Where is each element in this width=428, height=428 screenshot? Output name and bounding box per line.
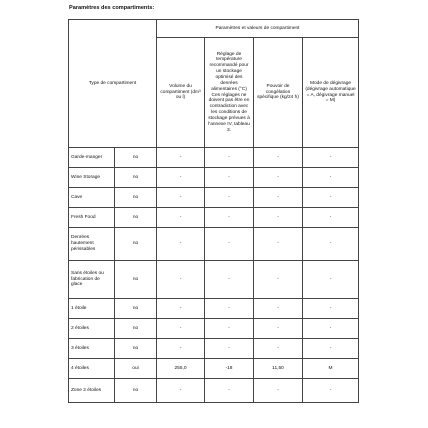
defrost-mode-value: -	[303, 168, 359, 188]
temperature-column-header: Réglage de température recommandé pour un stockage optimisé des denrées alimentaires (°C) Ces réglages ne doivent pas être en contradiction avec les conditions de stockage prévues à l'annexe IV, tableau 3.	[205, 38, 254, 148]
volume-value: -	[157, 339, 205, 359]
defrost-mode-column-header: Mode de dégivrage (dégivrage automatique = A, dégivrage manuel = M)	[303, 38, 359, 148]
temperature-value: -	[205, 228, 254, 261]
present-flag: no	[115, 379, 157, 403]
present-flag: no	[115, 228, 157, 261]
table-row	[69, 168, 359, 188]
temperature-value: -	[205, 379, 254, 403]
defrost-mode-value: M	[303, 359, 359, 379]
temperature-value: -	[205, 299, 254, 319]
compartment-parameters-table	[68, 19, 359, 403]
freezing-capacity-value: -	[254, 339, 303, 359]
compartment-name: Denrées hautement périssables	[69, 228, 115, 261]
volume-value: -	[157, 148, 205, 168]
defrost-mode-value: -	[303, 188, 359, 208]
compartment-name: Garde-manger	[69, 148, 115, 168]
present-flag: no	[115, 261, 157, 299]
defrost-mode-value: -	[303, 261, 359, 299]
defrost-mode-value: -	[303, 148, 359, 168]
freezing-capacity-value: -	[254, 319, 303, 339]
temperature-value: -	[205, 168, 254, 188]
temperature-value: -	[205, 208, 254, 228]
present-flag: no	[115, 168, 157, 188]
table-row	[69, 208, 359, 228]
volume-value: -	[157, 228, 205, 261]
temperature-value: -18	[205, 359, 254, 379]
compartment-name: Wine Storage	[69, 168, 115, 188]
freezing-capacity-value: 11,50	[254, 359, 303, 379]
compartment-type-header: Type de compartiment	[69, 20, 157, 148]
volume-column-header: Volume du compartiment (dm³ ou l)	[157, 38, 205, 148]
table-row	[69, 188, 359, 208]
present-flag: no	[115, 148, 157, 168]
defrost-mode-value: -	[303, 208, 359, 228]
freezing-capacity-value: -	[254, 299, 303, 319]
temperature-value: -	[205, 261, 254, 299]
freezing-capacity-column-header: Pouvoir de congélation spécifique (kg/24 h)	[254, 38, 303, 148]
temperature-value: -	[205, 188, 254, 208]
header-row-group	[69, 20, 359, 38]
defrost-mode-value: -	[303, 228, 359, 261]
table-row	[69, 379, 359, 403]
freezing-capacity-value: -	[254, 188, 303, 208]
volume-value: -	[157, 319, 205, 339]
freezing-capacity-value: -	[254, 168, 303, 188]
defrost-mode-value: -	[303, 299, 359, 319]
present-flag: no	[115, 188, 157, 208]
freezing-capacity-value: -	[254, 228, 303, 261]
table-row	[69, 148, 359, 168]
present-flag: no	[115, 208, 157, 228]
present-flag: no	[115, 319, 157, 339]
compartment-name: Fresh Food	[69, 208, 115, 228]
table-row	[69, 339, 359, 359]
table-row	[69, 319, 359, 339]
temperature-value: -	[205, 319, 254, 339]
page-title: Paramètres des compartiments:	[69, 5, 155, 11]
freezing-capacity-value: -	[254, 208, 303, 228]
defrost-mode-value: -	[303, 319, 359, 339]
compartment-name: Sans étoiles ou fabrication de glace	[69, 261, 115, 299]
volume-value: -	[157, 299, 205, 319]
table-row	[69, 359, 359, 379]
volume-value: -	[157, 208, 205, 228]
compartment-name: 4 étoiles	[69, 359, 115, 379]
table-row	[69, 299, 359, 319]
volume-value: -	[157, 379, 205, 403]
parameters-group-header: Paramètres et valeurs de compartiment	[157, 20, 359, 38]
present-flag: no	[115, 339, 157, 359]
compartment-name: 3 étoiles	[69, 339, 115, 359]
compartment-name: Zone 2 étoiles	[69, 379, 115, 403]
freezing-capacity-value: -	[254, 148, 303, 168]
present-flag: no	[115, 299, 157, 319]
volume-value: 255,0	[157, 359, 205, 379]
temperature-value: -	[205, 339, 254, 359]
volume-value: -	[157, 188, 205, 208]
freezing-capacity-value: -	[254, 261, 303, 299]
table-row	[69, 228, 359, 261]
compartment-name: Cave	[69, 188, 115, 208]
compartment-name: 1 étoile	[69, 299, 115, 319]
temperature-value: -	[205, 148, 254, 168]
table-row	[69, 261, 359, 299]
present-flag: oui	[115, 359, 157, 379]
compartment-name: 2 étoiles	[69, 319, 115, 339]
volume-value: -	[157, 261, 205, 299]
defrost-mode-value: -	[303, 379, 359, 403]
volume-value: -	[157, 168, 205, 188]
freezing-capacity-value: -	[254, 379, 303, 403]
defrost-mode-value: -	[303, 339, 359, 359]
